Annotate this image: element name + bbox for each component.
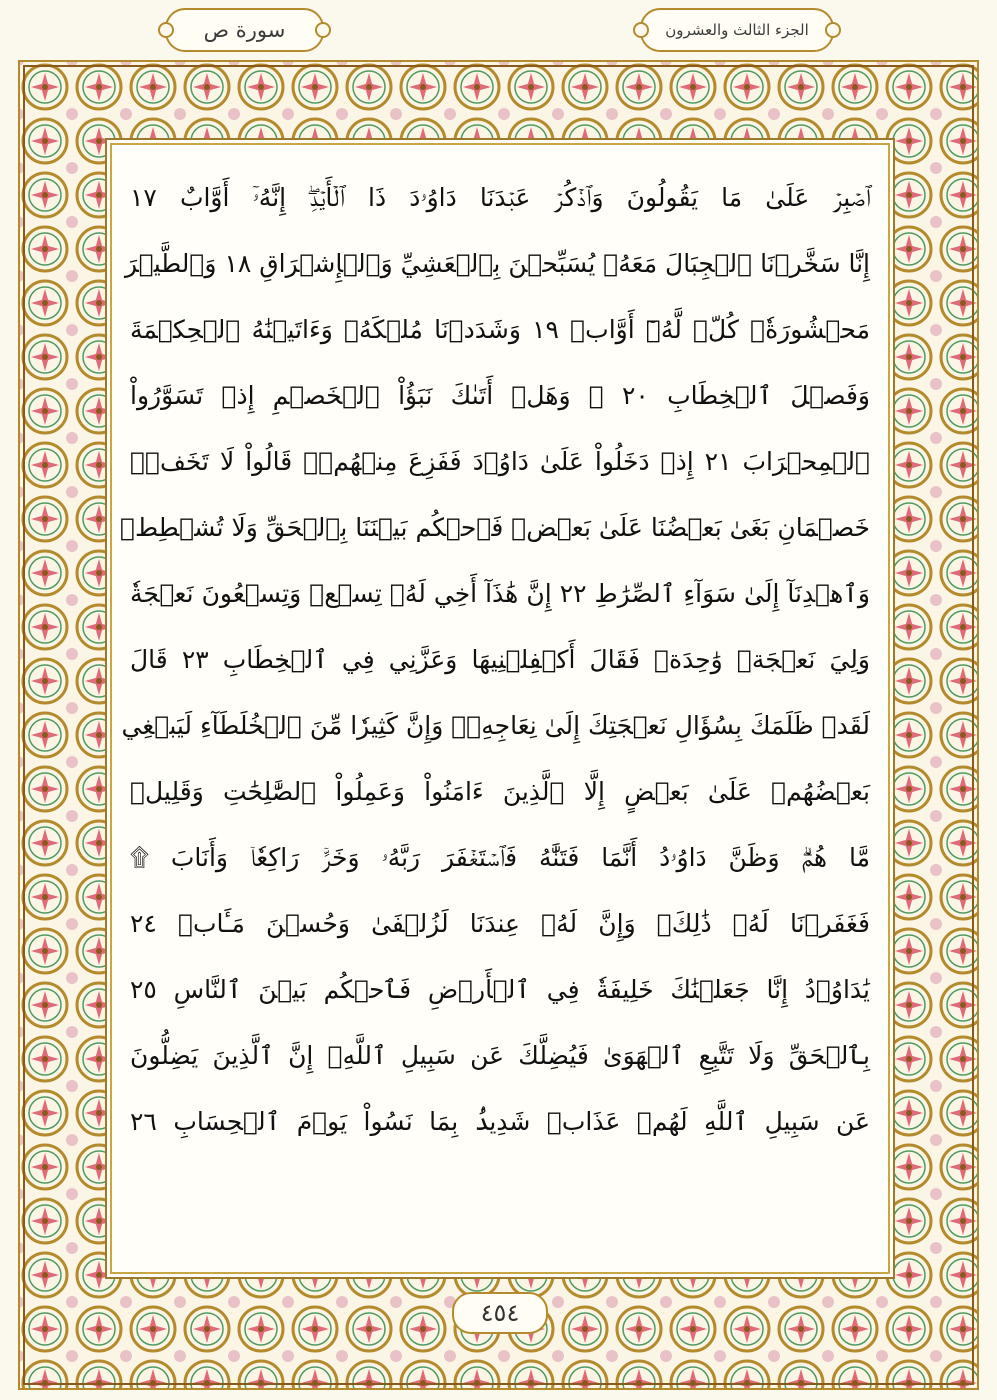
- juz-name-label: الجزء الثالث والعشرون: [665, 21, 809, 39]
- text-line: بِٱلۡحَقِّ وَلَا تَتَّبِعِ ٱلۡهَوَىٰ فَيُضِلَّكَ عَن سَبِيلِ ٱللَّهِۚ إِنَّ ٱلَّذِينَ يَضِلُّونَ: [130, 1041, 870, 1070]
- text-panel: [110, 143, 890, 1274]
- text-line: ٱلۡمِحۡرَابَ ٢١ إِذۡ دَخَلُواْ عَلَىٰ دَاوُۥدَ فَفَزِعَ مِنۡهُمۡۖ قَالُواْ لَا تَخَفۡۖ: [130, 447, 871, 476]
- text-line: وَفَصۡلَ ٱلۡخِطَابِ ٢٠ ۞ وَهَلۡ أَتَىٰكَ نَبَؤُاْ ٱلۡخَصۡمِ إِذۡ تَسَوَّرُواْ: [130, 381, 870, 410]
- text-line: بَعۡضُهُمۡ عَلَىٰ بَعۡضٍ إِلَّا ٱلَّذِينَ ءَامَنُواْ وَعَمِلُواْ ٱلصَّٰلِحَٰتِ وَقَلِيلٞ: [130, 777, 870, 806]
- juz-name-header: [640, 8, 834, 52]
- text-line: مَحۡشُورَةٗۖ كُلّٞ لَّهُۥٓ أَوَّابٞ ١٩ وَشَدَدۡنَا مُلۡكَهُۥ وَءَاتَيۡنَٰهُ ٱلۡحِكۡمَةَ: [130, 315, 870, 344]
- text-line: وَٱهۡدِنَآ إِلَىٰ سَوَآءِ ٱلصِّرَٰطِ ٢٢ إِنَّ هَٰذَآ أَخِي لَهُۥ تِسۡعٞ وَتِسۡعُونَ نَعۡجَةٗ: [130, 579, 871, 608]
- text-line: لَقَدۡ ظَلَمَكَ بِسُؤَالِ نَعۡجَتِكَ إِلَىٰ نِعَاجِهِۦۖ وَإِنَّ كَثِيرٗا مِّنَ ٱلۡخُلَطَآءِ لَيَبۡغِي: [121, 711, 870, 740]
- text-line: عَن سَبِيلِ ٱللَّهِ لَهُمۡ عَذَابٞ شَدِيدُۢ بِمَا نَسُواْ يَوۡمَ ٱلۡحِسَابِ ٢٦: [130, 1107, 870, 1136]
- text-line: مَّا هُمۡۗ وَظَنَّ دَاوُۥدُ أَنَّمَا فَتَنَّٰهُ فَٱسۡتَغۡفَرَ رَبَّهُۥ وَخَرَّۤ رَاكِعٗاۤ وَأَنَابَ ۩: [130, 843, 870, 872]
- text-line: إِنَّا سَخَّرۡنَا ٱلۡجِبَالَ مَعَهُۥ يُسَبِّحۡنَ بِٱلۡعَشِيِّ وَٱلۡإِشۡرَاقِ ١٨ وَٱلطَّيۡرَ: [124, 249, 870, 278]
- text-line: فَغَفَرۡنَا لَهُۥ ذَٰلِكَۖ وَإِنَّ لَهُۥ عِندَنَا لَزُلۡفَىٰ وَحُسۡنَ مَـَٔابٖ ٢٤: [130, 909, 870, 938]
- surah-name-label: سورة ص: [203, 18, 286, 42]
- text-line: يَٰدَاوُۥدُ إِنَّا جَعَلۡنَٰكَ خَلِيفَةٗ فِي ٱلۡأَرۡضِ فَٱحۡكُم بَيۡنَ ٱلنَّاسِ ٢٥: [130, 975, 870, 1004]
- text-line: ٱصۡبِرۡ عَلَىٰ مَا يَقُولُونَ وَٱذۡكُرۡ عَبۡدَنَا دَاوُۥدَ ذَا ٱلۡأَيۡدِۖ إِنَّهُۥٓ أَوَّابٌ ١٧: [130, 183, 870, 212]
- text-line: وَلِيَ نَعۡجَةٞ وَٰحِدَةٞ فَقَالَ أَكۡفِلۡنِيهَا وَعَزَّنِي فِي ٱلۡخِطَابِ ٢٣ قَالَ: [130, 645, 871, 674]
- verse-lines: [112, 165, 888, 1155]
- text-line: خَصۡمَانِ بَغَىٰ بَعۡضُنَا عَلَىٰ بَعۡضٖ فَٱحۡكُم بَيۡنَنَا بِٱلۡحَقِّ وَلَا تُشۡطِطۡ: [120, 513, 870, 542]
- surah-name-header: [165, 8, 324, 52]
- page-number: ٤٥٤: [452, 1292, 548, 1334]
